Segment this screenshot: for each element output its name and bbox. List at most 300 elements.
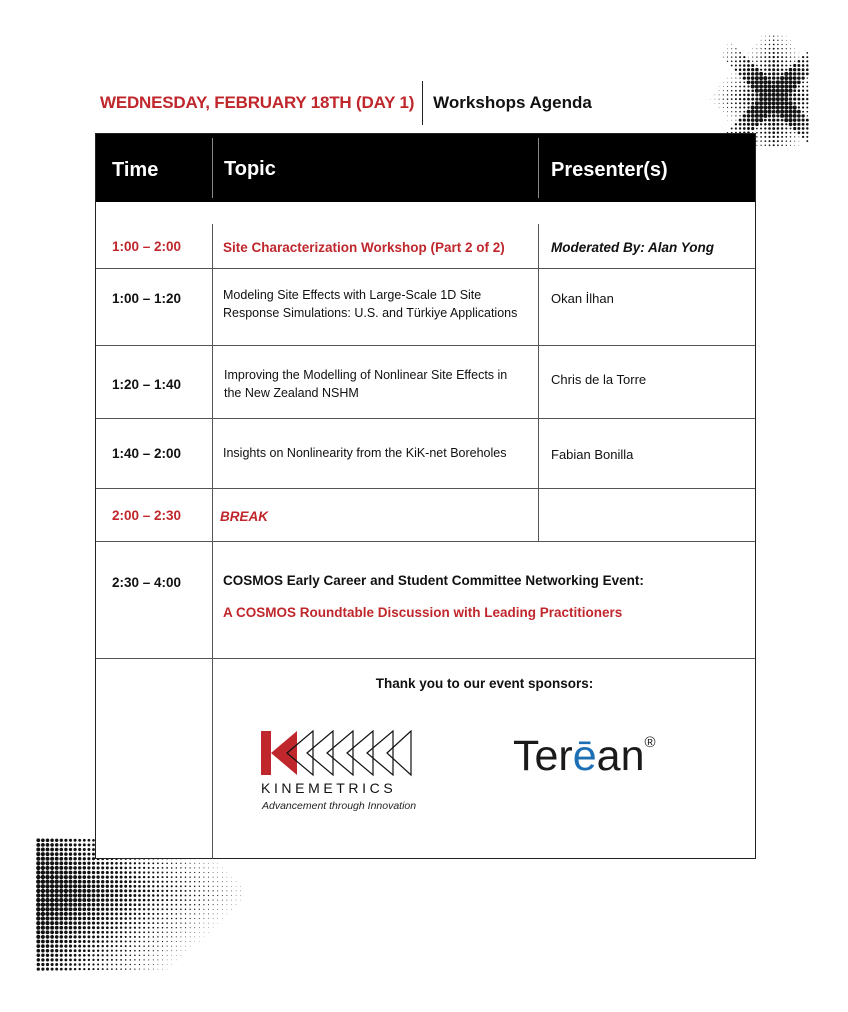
halftone-dot xyxy=(756,132,758,134)
halftone-dot xyxy=(83,945,86,948)
halftone-dot xyxy=(147,894,150,897)
halftone-dot xyxy=(73,926,76,929)
halftone-dot xyxy=(68,889,72,893)
halftone-dot xyxy=(751,72,755,76)
halftone-dot xyxy=(120,954,122,956)
halftone-dot xyxy=(739,102,741,104)
halftone-dot xyxy=(50,935,54,939)
halftone-dot xyxy=(87,871,90,874)
halftone-dot xyxy=(115,940,117,942)
halftone-dot xyxy=(129,913,132,916)
row-divider xyxy=(96,488,755,489)
halftone-dot xyxy=(59,884,63,888)
halftone-dot xyxy=(185,885,187,887)
halftone-dot xyxy=(36,875,40,879)
halftone-dot xyxy=(171,932,172,933)
halftone-dot xyxy=(747,123,750,126)
halftone-dot xyxy=(747,72,750,75)
halftone-dot xyxy=(152,876,154,878)
halftone-dot xyxy=(82,907,86,911)
halftone-dot xyxy=(171,894,173,896)
halftone-dot xyxy=(36,907,40,911)
halftone-dot xyxy=(802,98,805,101)
halftone-dot xyxy=(208,877,209,878)
halftone-dot xyxy=(106,931,109,934)
halftone-dot xyxy=(773,35,774,36)
halftone-dot xyxy=(793,102,796,105)
halftone-dot xyxy=(176,863,177,864)
halftone-dot xyxy=(784,84,788,88)
halftone-dot xyxy=(87,912,90,915)
halftone-dot xyxy=(180,895,182,897)
halftone-dot xyxy=(92,949,95,952)
halftone-dot xyxy=(45,921,49,925)
halftone-dot xyxy=(143,936,145,938)
halftone-dot xyxy=(129,880,132,883)
halftone-dot xyxy=(96,912,99,915)
halftone-dot xyxy=(806,68,809,71)
halftone-dot xyxy=(50,912,54,916)
halftone-dot xyxy=(194,867,195,868)
halftone-dot xyxy=(227,877,228,878)
halftone-dot xyxy=(134,968,135,969)
halftone-dot xyxy=(92,926,95,929)
halftone-dot xyxy=(64,926,68,930)
halftone-dot xyxy=(735,82,736,83)
halftone-dot xyxy=(768,77,771,80)
halftone-dot xyxy=(41,857,45,861)
halftone-dot xyxy=(166,876,168,878)
halftone-dot xyxy=(97,954,99,956)
halftone-dot xyxy=(74,949,77,952)
halftone-dot xyxy=(64,931,68,935)
halftone-dot xyxy=(793,118,797,122)
halftone-dot xyxy=(101,889,105,893)
halftone-dot xyxy=(69,949,72,952)
halftone-dot xyxy=(751,114,755,118)
halftone-dot xyxy=(180,904,182,906)
halftone-dot xyxy=(83,857,86,860)
halftone-dot xyxy=(36,902,40,906)
halftone-dot xyxy=(763,89,767,93)
halftone-dot xyxy=(782,36,783,37)
halftone-dot xyxy=(171,867,173,869)
halftone-dot xyxy=(157,945,158,946)
halftone-dot xyxy=(78,917,82,921)
halftone-dot xyxy=(185,881,187,883)
halftone-dot xyxy=(87,862,90,865)
halftone-dot xyxy=(157,927,159,929)
halftone-dot xyxy=(776,119,779,122)
halftone-dot xyxy=(731,128,733,130)
halftone-dot xyxy=(203,909,204,910)
halftone-dot xyxy=(55,958,58,961)
halftone-dot xyxy=(157,959,158,960)
halftone-dot xyxy=(802,72,805,75)
halftone-dot xyxy=(739,98,741,100)
halftone-dot xyxy=(199,941,200,942)
halftone-dot xyxy=(786,52,787,53)
halftone-dot xyxy=(162,867,164,869)
halftone-dot xyxy=(166,922,168,924)
halftone-dot xyxy=(46,944,50,948)
halftone-dot xyxy=(139,936,141,938)
column-header-time: Time xyxy=(112,159,159,181)
halftone-dot xyxy=(106,922,109,925)
halftone-dot xyxy=(772,60,775,63)
halftone-dot xyxy=(69,839,72,842)
halftone-dot xyxy=(73,852,76,855)
halftone-dot xyxy=(50,926,54,930)
halftone-dot xyxy=(785,127,787,129)
halftone-dot xyxy=(74,963,77,966)
halftone-dot xyxy=(46,963,49,966)
halftone-dot xyxy=(199,913,200,914)
halftone-dot xyxy=(171,918,173,920)
halftone-dot xyxy=(143,890,146,893)
halftone-dot xyxy=(731,52,732,53)
halftone-dot xyxy=(134,913,136,915)
halftone-dot xyxy=(41,884,45,888)
halftone-dot xyxy=(768,64,771,67)
halftone-dot xyxy=(166,899,168,901)
halftone-dot xyxy=(64,898,68,902)
halftone-dot xyxy=(116,954,118,956)
halftone-dot xyxy=(806,107,808,109)
halftone-dot xyxy=(148,908,150,910)
page-header xyxy=(100,82,592,124)
halftone-dot xyxy=(110,876,113,879)
halftone-dot xyxy=(189,890,191,892)
halftone-dot xyxy=(138,927,140,929)
halftone-dot xyxy=(111,959,113,961)
halftone-dot xyxy=(36,852,40,856)
halftone-dot xyxy=(69,926,73,930)
halftone-dot xyxy=(772,110,776,114)
halftone-dot xyxy=(199,867,200,868)
halftone-dot xyxy=(739,119,742,122)
halftone-dot xyxy=(87,926,90,929)
topic-cell-line1: Improving the Modelling of Nonlinear Site Effects in xyxy=(224,368,508,382)
halftone-dot xyxy=(139,931,141,933)
halftone-dot xyxy=(213,863,214,864)
halftone-dot xyxy=(129,867,131,869)
halftone-dot xyxy=(747,85,749,87)
halftone-dot xyxy=(64,848,67,851)
halftone-dot xyxy=(83,871,87,875)
halftone-dot xyxy=(74,839,77,842)
halftone-dot xyxy=(222,918,223,919)
halftone-dot xyxy=(185,922,186,923)
halftone-dot xyxy=(212,890,213,891)
halftone-dot xyxy=(756,48,757,49)
halftone-dot xyxy=(751,76,755,80)
halftone-dot xyxy=(73,889,77,893)
halftone-dot xyxy=(83,866,86,869)
halftone-dot xyxy=(59,889,63,893)
halftone-dot xyxy=(64,880,68,884)
halftone-dot xyxy=(115,917,118,920)
halftone-dot xyxy=(101,936,104,939)
halftone-dot xyxy=(777,136,779,138)
halftone-dot xyxy=(735,52,736,53)
halftone-dot xyxy=(50,930,54,934)
halftone-dot xyxy=(124,876,127,879)
halftone-dot xyxy=(208,886,209,887)
halftone-dot xyxy=(772,131,775,134)
halftone-dot xyxy=(727,78,728,79)
halftone-dot xyxy=(55,912,59,916)
halftone-dot xyxy=(797,127,800,130)
halftone-dot xyxy=(88,963,90,965)
halftone-dot xyxy=(798,57,799,58)
halftone-dot xyxy=(69,848,72,851)
halftone-dot xyxy=(772,68,775,71)
halftone-dot xyxy=(124,871,127,874)
kinemetrics-name: KINEMETRICS xyxy=(261,780,397,796)
row-divider xyxy=(96,345,755,346)
halftone-dot xyxy=(185,899,187,901)
halftone-dot xyxy=(194,881,195,882)
registered-mark: ® xyxy=(644,734,656,751)
halftone-dot xyxy=(793,84,797,88)
halftone-dot xyxy=(217,868,218,869)
halftone-dot xyxy=(788,76,792,80)
halftone-dot xyxy=(171,936,172,937)
halftone-dot xyxy=(152,867,154,869)
halftone-dot xyxy=(78,926,81,929)
halftone-dot xyxy=(139,950,141,952)
halftone-dot xyxy=(106,959,108,961)
halftone-dot xyxy=(203,895,204,896)
halftone-dot xyxy=(760,64,762,66)
halftone-dot xyxy=(175,904,177,906)
halftone-dot xyxy=(180,867,181,868)
halftone-dot xyxy=(120,885,123,888)
halftone-dot xyxy=(68,903,72,907)
halftone-dot xyxy=(101,912,104,915)
halftone-dot xyxy=(769,36,770,37)
halftone-dot xyxy=(768,56,770,58)
halftone-dot xyxy=(203,923,204,924)
day-title: WEDNESDAY, FEBRUARY 18TH (DAY 1) xyxy=(100,93,415,112)
halftone-dot xyxy=(755,80,759,84)
halftone-dot xyxy=(106,894,109,897)
halftone-dot xyxy=(781,136,783,138)
halftone-dot xyxy=(773,56,775,58)
halftone-dot xyxy=(731,56,732,57)
halftone-dot xyxy=(171,885,173,887)
halftone-dot xyxy=(68,880,72,884)
halftone-dot xyxy=(41,958,44,961)
halftone-dot xyxy=(743,64,746,67)
halftone-dot xyxy=(125,927,127,929)
halftone-dot xyxy=(777,64,780,67)
halftone-dot xyxy=(780,84,784,88)
halftone-dot xyxy=(60,954,63,957)
halftone-dot xyxy=(208,899,209,900)
halftone-dot xyxy=(97,926,100,929)
halftone-dot xyxy=(130,959,132,961)
halftone-dot xyxy=(802,111,804,113)
halftone-dot xyxy=(739,123,742,126)
halftone-dot xyxy=(773,40,774,41)
halftone-dot xyxy=(763,114,767,118)
halftone-dot xyxy=(180,908,182,910)
halftone-dot xyxy=(777,56,779,58)
halftone-dot xyxy=(120,867,123,870)
time-cell: 1:40 – 2:00 xyxy=(112,446,182,461)
halftone-dot xyxy=(751,89,754,92)
halftone-dot xyxy=(83,940,86,943)
halftone-dot xyxy=(120,871,123,874)
halftone-dot xyxy=(134,955,136,957)
halftone-dot xyxy=(36,944,40,948)
halftone-dot xyxy=(78,963,81,966)
halftone-dot xyxy=(739,86,741,88)
halftone-dot xyxy=(194,927,195,928)
halftone-dot xyxy=(92,963,94,965)
halftone-dot xyxy=(115,931,117,933)
halftone-dot xyxy=(138,880,141,883)
halftone-dot xyxy=(148,917,150,919)
halftone-dot xyxy=(227,872,228,873)
halftone-dot xyxy=(125,959,127,961)
terean-name-accent: ē xyxy=(572,732,597,780)
halftone-dot xyxy=(36,912,40,916)
halftone-dot xyxy=(175,881,177,883)
halftone-dot xyxy=(764,56,766,58)
halftone-dot xyxy=(78,931,81,934)
halftone-dot xyxy=(97,945,100,948)
halftone-dot xyxy=(161,890,163,892)
halftone-dot xyxy=(765,48,766,49)
halftone-dot xyxy=(134,908,137,911)
halftone-dot xyxy=(780,97,784,101)
halftone-dot xyxy=(97,959,99,961)
halftone-dot xyxy=(60,949,63,952)
halftone-dot xyxy=(797,114,801,118)
halftone-dot xyxy=(767,105,771,109)
halftone-dot xyxy=(92,968,94,970)
halftone-dot xyxy=(88,839,91,842)
halftone-dot xyxy=(64,917,68,921)
halftone-dot xyxy=(134,876,137,879)
halftone-dot xyxy=(64,954,67,957)
halftone-dot xyxy=(167,941,168,942)
halftone-dot xyxy=(87,935,90,938)
halftone-dot xyxy=(46,940,50,944)
halftone-dot xyxy=(763,110,767,114)
halftone-dot xyxy=(110,866,113,869)
halftone-dot xyxy=(82,875,86,879)
halftone-dot xyxy=(772,76,775,79)
halftone-dot xyxy=(777,140,779,142)
halftone-dot xyxy=(176,941,177,942)
halftone-dot xyxy=(213,886,214,887)
halftone-dot xyxy=(185,946,186,947)
halftone-dot xyxy=(180,863,181,864)
agenda-table xyxy=(95,133,756,859)
halftone-dot xyxy=(41,843,45,847)
halftone-dot xyxy=(780,80,784,84)
halftone-dot xyxy=(102,968,104,970)
halftone-dot xyxy=(64,871,68,875)
header-divider xyxy=(422,81,423,125)
halftone-dot xyxy=(190,923,191,924)
halftone-dot xyxy=(64,912,68,916)
halftone-dot xyxy=(212,895,213,896)
halftone-dot xyxy=(87,903,91,907)
halftone-dot xyxy=(110,894,113,897)
halftone-dot xyxy=(194,941,195,942)
halftone-dot xyxy=(92,940,95,943)
halftone-dot xyxy=(175,899,177,901)
halftone-dot xyxy=(185,890,187,892)
halftone-dot xyxy=(760,127,762,129)
halftone-dot xyxy=(59,912,63,916)
halftone-dot xyxy=(64,958,67,961)
halftone-dot xyxy=(755,93,758,96)
halftone-dot xyxy=(106,876,109,879)
halftone-dot xyxy=(772,127,775,130)
halftone-dot xyxy=(788,89,792,93)
halftone-dot xyxy=(784,76,788,80)
halftone-dot xyxy=(45,907,49,911)
halftone-dot xyxy=(110,903,113,906)
halftone-dot xyxy=(167,969,168,970)
halftone-dot xyxy=(203,872,204,873)
halftone-dot xyxy=(129,899,132,902)
halftone-dot xyxy=(97,917,100,920)
halftone-dot xyxy=(180,922,181,923)
halftone-dot xyxy=(78,954,81,957)
halftone-dot xyxy=(88,949,91,952)
halftone-dot xyxy=(759,105,763,109)
halftone-dot xyxy=(710,99,711,100)
halftone-dot xyxy=(781,145,783,147)
halftone-dot xyxy=(59,875,63,879)
halftone-dot xyxy=(213,881,214,882)
halftone-dot xyxy=(64,875,68,879)
halftone-dot xyxy=(189,913,190,914)
halftone-dot xyxy=(152,922,154,924)
halftone-dot xyxy=(731,90,732,91)
halftone-dot xyxy=(203,904,204,905)
halftone-dot xyxy=(87,931,90,934)
halftone-dot xyxy=(798,136,799,137)
halftone-dot xyxy=(176,936,177,937)
halftone-dot xyxy=(777,40,778,41)
halftone-dot xyxy=(55,857,59,861)
halftone-dot xyxy=(83,926,86,929)
terean-name-post: an xyxy=(596,732,645,780)
halftone-dot xyxy=(772,72,775,75)
halftone-dot xyxy=(166,927,167,928)
halftone-dot xyxy=(111,945,113,947)
topic-cell: BREAK xyxy=(220,509,269,524)
halftone-dot xyxy=(777,36,778,37)
halftone-dot xyxy=(213,923,214,924)
halftone-dot xyxy=(106,912,109,915)
halftone-dot xyxy=(73,884,77,888)
halftone-dot xyxy=(180,932,181,933)
halftone-dot xyxy=(41,930,45,934)
halftone-dot xyxy=(194,932,195,933)
halftone-dot xyxy=(73,880,77,884)
halftone-dot xyxy=(148,941,150,943)
halftone-dot xyxy=(143,876,145,878)
